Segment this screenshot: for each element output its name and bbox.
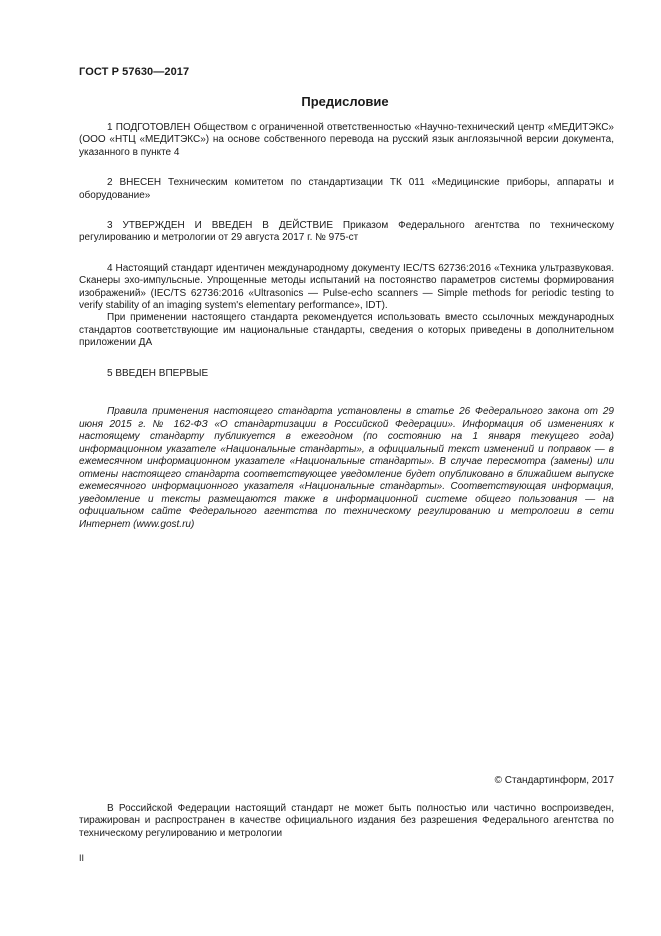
preface-item-4-note: При применении настоящего стандарта рекомендуется использовать вместо ссылочных международных стандартов соответствующие им национальные стандарты, сведения о которых приведены в дополнительном приложении ДА (79, 312, 614, 349)
section-title: Предисловие (301, 94, 389, 109)
preface-item-3: 3 УТВЕРЖДЕН И ВВЕДЕН В ДЕЙСТВИЕ Приказом Федерального агентства по техническому регулированию и метрологии от 29 августа 2017 г. № 975-ст (79, 220, 614, 244)
document-code: ГОСТ Р 57630—2017 (79, 66, 190, 78)
application-rules-text: Правила применения настоящего стандарта установлены в статье 26 Федерального закона от 29 июня 2015 г. № 162-ФЗ «О стандартизации в Российской Федерации». Информация об изменениях к настоящему стандарту публикуется в ежегодном (по состоянию на 1 января текущего года) информационном указателе «Национальные стандарты», а официальный текст изменений и поправок — в ежемесячном информационном указателе «Национальные стандарты». В случае пересмотра (замены) или отмены настоящего стандарта соответствующее уведомление будет опубликовано в ближайшем выпуске ежемесячного информационного указателя «Национальные стандарты». Соответствующая информация, уведомление и тексты размещаются также в информационной системе общего пользования — на официальном сайте Федерального агентства по техническому регулированию и метрологии в сети Интернет (www.gost.ru) (79, 406, 614, 530)
preface-item-5: 5 ВВЕДЕН ВПЕРВЫЕ (107, 367, 209, 379)
legal-notice (79, 803, 614, 840)
copyright-line: © Стандартинформ, 2017 (494, 775, 614, 786)
preface-item-2: 2 ВНЕСЕН Техническим комитетом по стандартизации ТК 011 «Медицинские приборы, аппараты и оборудование» (79, 177, 614, 201)
preface-item-4: 4 Настоящий стандарт идентичен международному документу IEC/TS 62736:2016 «Техника ультразвуковая. Сканеры эхо-импульсные. Упрощенные методы испытаний на постоянство параметров системы формирования изображений» (IEC/TS 62736:2016 «Ultrasonics — Pulse-echo scanners — Simple methods for periodic testing to verify stability of an imaging system's elementary performance», IDT). (79, 262, 614, 312)
preface-item-1: 1 ПОДГОТОВЛЕН Обществом с ограниченной ответственностью «Научно-технический центр «МЕДИТЭКС» (ООО «НТЦ «МЕДИТЭКС») на основе собственного перевода на русский язык англоязычной версии документа, указанного в пункте 4 (79, 122, 614, 158)
page-number: II (79, 853, 85, 863)
preface-body (79, 122, 614, 380)
application-rules-note (79, 406, 614, 531)
legal-notice-text: В Российской Федерации настоящий стандарт не может быть полностью или частично воспроизведен, тиражирован и распространен в качестве официального издания без разрешения Федерального агентства по техническому регулированию и метрологии (79, 803, 614, 839)
